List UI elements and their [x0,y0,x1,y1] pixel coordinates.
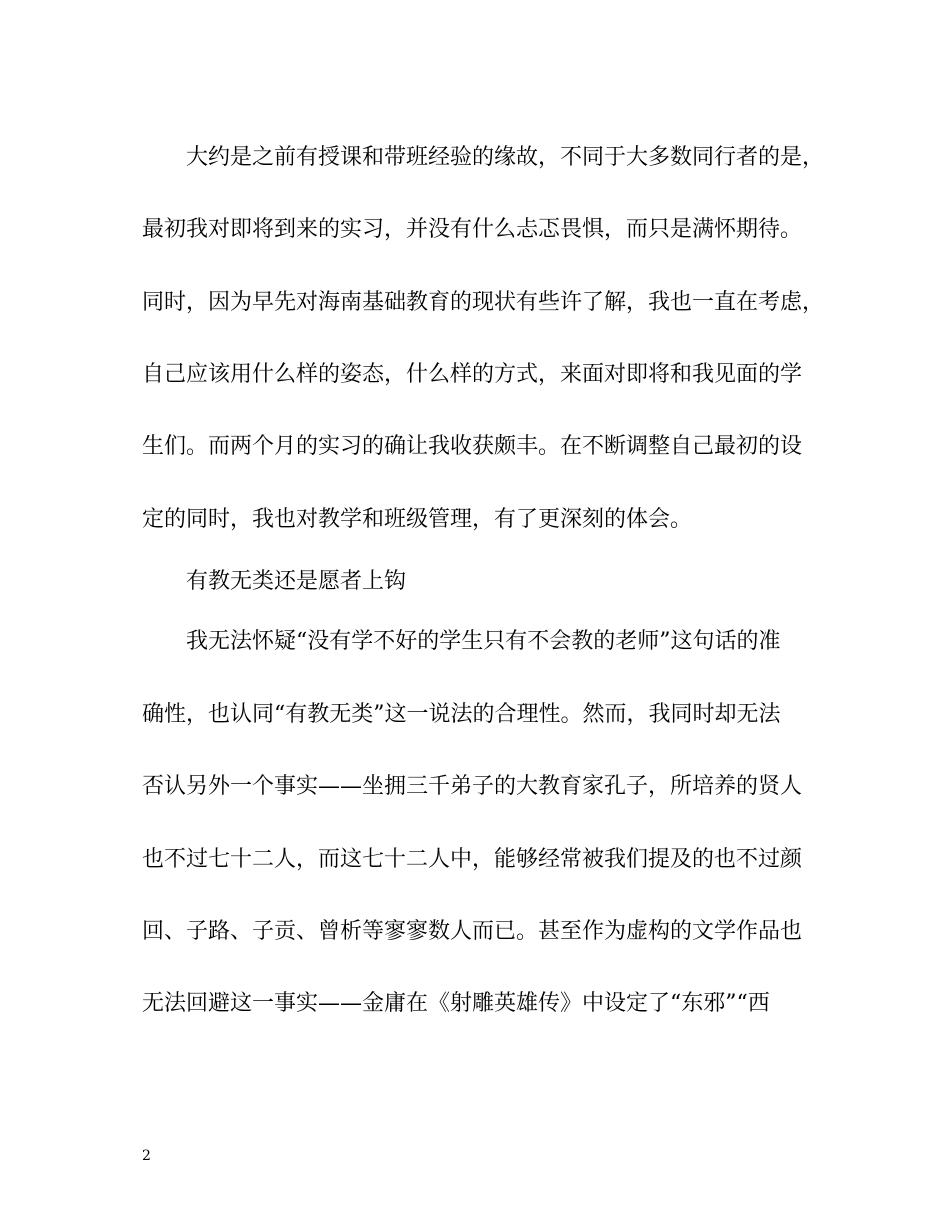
paragraph-line: 确性，也认同“有教无类”这一说法的合理性。然而，我同时却无法 [142,702,781,727]
paragraph-line: 大约是之前有授课和带班经验的缘故，不同于大多数同行者的是， [186,145,825,170]
section-heading: 有教无类还是愿者上钩 [186,569,407,594]
paragraph-line: 定的同时，我也对教学和班级管理，有了更深刻的体会。 [142,507,693,532]
paragraph-line: 自己应该用什么样的姿态，什么样的方式，来面对即将和我见面的学 [142,362,803,387]
page-number: 2 [142,1148,151,1164]
paragraph-line: 也不过七十二人，而这七十二人中，能够经常被我们提及的也不过颜 [142,847,803,872]
paragraph-line: 最初我对即将到来的实习，并没有什么忐忑畏惧，而只是满怀期待。 [142,217,803,242]
paragraph-line: 生们。而两个月的实习的确让我收获颇丰。在不断调整自己最初的设 [142,434,803,459]
paragraph-line: 无法回避这一事实——金庸在《射雕英雄传》中设定了“东邪”“西 [142,991,770,1016]
paragraph-line: 我无法怀疑“没有学不好的学生只有不会教的老师”这句话的准 [186,629,781,654]
paragraph-line: 回、子路、子贡、曾析等寥寥数人而已。甚至作为虚构的文学作品也 [142,919,803,944]
paragraph-line: 否认另外一个事实——坐拥三千弟子的大教育家孔子，所培养的贤人 [142,774,803,799]
paragraph-line: 同时，因为早先对海南基础教育的现状有些许了解，我也一直在考虑， [142,290,825,315]
